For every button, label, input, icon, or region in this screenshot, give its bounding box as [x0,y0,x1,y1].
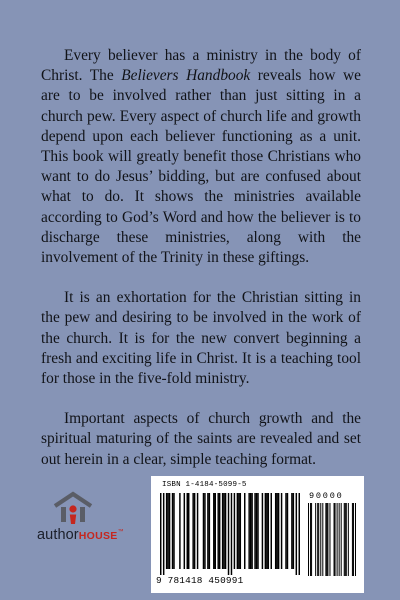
trademark-symbol: ™ [117,529,124,535]
ean-barcode [160,493,300,576]
blurb [41,46,361,470]
blurb-paragraph-3: Important aspects of church growth and the spiritual maturing of the saints are revealed and set out herein in a clear, simple teaching format. [41,410,361,468]
publisher-name-author: author [37,527,79,543]
publisher-name [37,527,124,543]
addon-barcode [308,503,356,576]
book-title: Believers Handbook [121,67,251,85]
blurb-paragraph-1-start: Every believer has a ministry in the body of Christ. The [41,47,361,85]
isbn-label: ISBN 1-4184-5099-5 [162,481,247,489]
publisher-logo [37,490,127,550]
authorhouse-logo-icon [53,490,93,526]
blurb-paragraph-2: It is an exhortation for the Christian sitting in the pew and desiring to be involved in the work of the church. It is for the new convert beginning a fresh and exciting life in Christ. It is a teaching tool for those in the five-fold ministry. [41,289,361,388]
blurb-paragraph-1-end: reveals how we are to be involved rather than just sitting in a church pew. Every aspect of church life and growth depend upon each believer functioning as a unit. This book will greatly benefit those Christians who want to do Jesus’ bidding, but are confused about what to do. It shows the ministries available according to God’s Word and how the believer is to discharge these ministries, along with the involvement of the Trinity in these giftings. [41,67,361,267]
barcode-box [151,476,364,593]
blurb-paragraph-1 [41,46,361,268]
publisher-name-house: HOUSE [78,530,118,542]
ean-number: 9 781418 450991 [156,575,244,586]
price-code: 90000 [309,491,344,501]
